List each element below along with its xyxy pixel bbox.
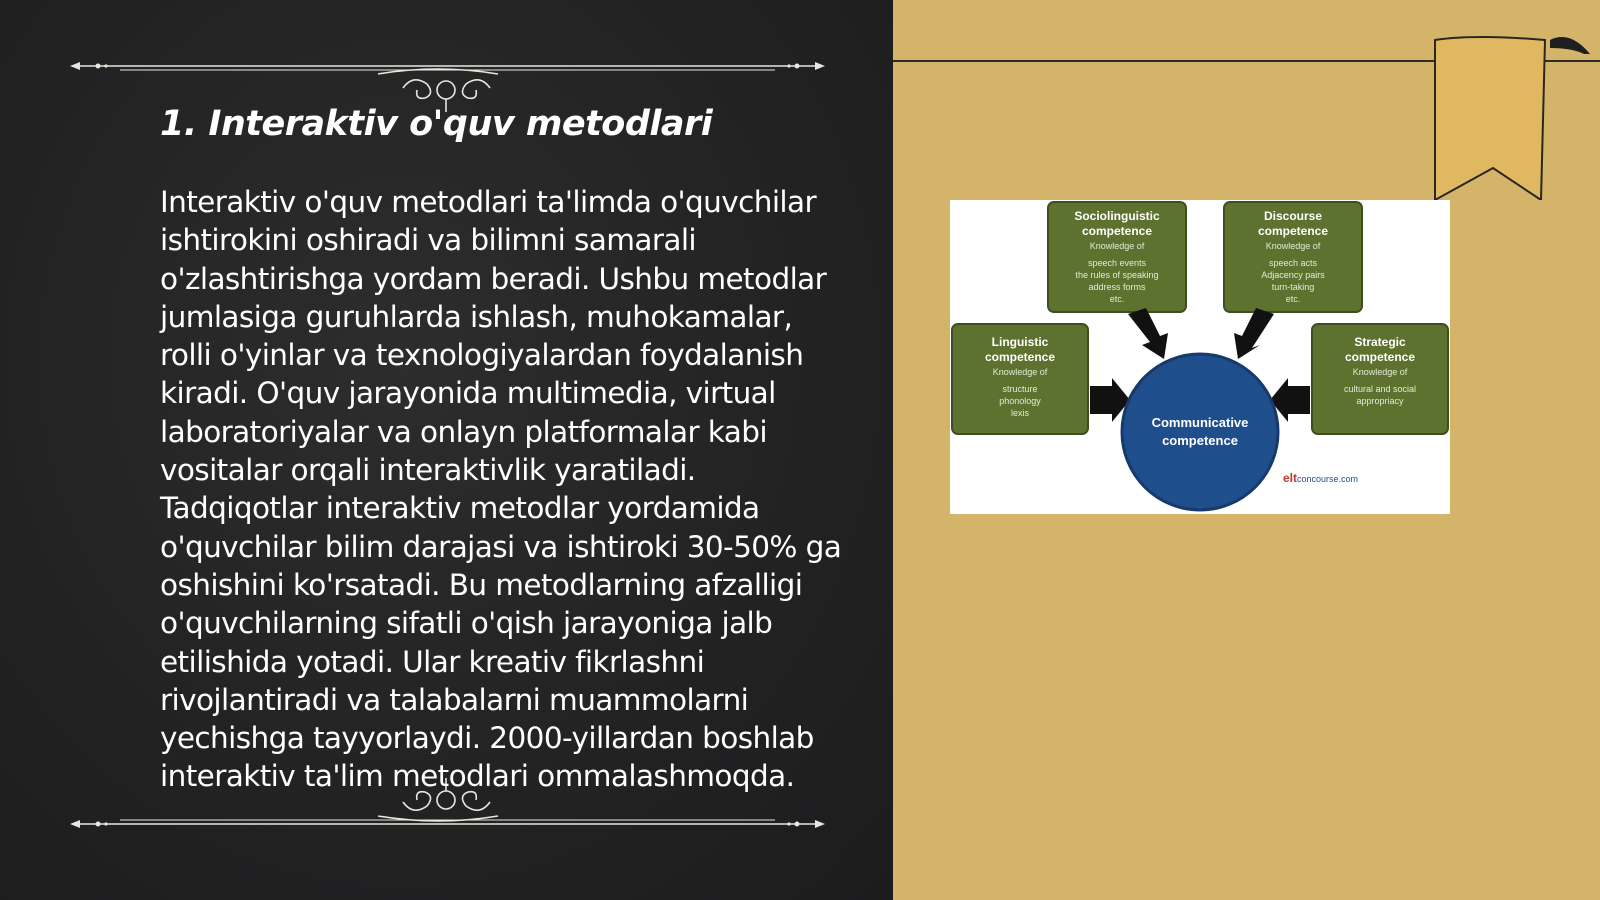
box-title-2: competence [1081,224,1153,238]
box-title: Linguistic [991,335,1049,349]
box-line: cultural and social [1343,384,1417,394]
box-line: speech acts [1268,258,1318,268]
box-sub: Knowledge of [1352,367,1408,377]
box-line: structure [1002,384,1038,394]
slide-body-text: Interaktiv o'quv metodlari ta'limda o'quvchilar ishtirokini oshiradi va bilimni samarali o'zlashtirishga yordam beradi. Ushbu metodlar jumlasiga guruhlarda ishlash, muhokamalar, rolli o'yinlar va texnologiyalardan foydalanish kiradi. O'quv jarayonida multimedia, virtual laboratoriyalar va onlayn platformalar kabi vositalar orqali interaktivlik yaratiladi. Tadqiqotlar interaktiv metodlar yordamida o'quvchilar bilim darajasi va ishtiroki 30-50% ga oshishini ko'rsatadi. Bu metodlarning afzalligi o'quvchilarning sifatli o'qish jarayoniga jalb etilishida yotadi. Ular kreativ fikrlashni rivojlantiradi va talabalarni muammolarni yechishga tayyorlaydi. 2000-yillardan boshlab interaktiv ta'lim metodlari ommalashmoqda. [160,185,842,794]
center-label-2: competence [1162,433,1238,448]
box-line: the rules of speaking [1075,270,1159,280]
box-title-2: competence [1257,224,1329,238]
box-line: etc. [1109,294,1125,304]
arrow-from-discourse [1234,308,1274,359]
bookmark-ribbon-icon [1430,30,1590,200]
top-flourish-center [437,81,455,99]
box-line: etc. [1285,294,1301,304]
box-title: Discourse [1263,209,1323,223]
box-line: phonology [999,396,1041,406]
top-flourish-right [462,80,490,99]
communicative-competence-diagram [950,200,1450,514]
box-linguistic [952,324,1088,434]
box-line: address forms [1088,282,1146,292]
brand-watermark: eltconcourse.com [1283,471,1359,485]
box-line: speech events [1087,258,1147,268]
center-circle [1122,354,1278,510]
top-flourish-left [403,80,431,99]
box-sub: Knowledge of [1265,241,1321,251]
box-line: lexis [1010,408,1030,418]
slide-title: 1. Interaktiv o'quv metodlari [160,104,713,144]
box-sub: Knowledge of [992,367,1048,377]
arrow-from-sociolinguistic [1128,308,1168,359]
box-sub: Knowledge of [1089,241,1145,251]
box-title: Strategic [1354,335,1406,349]
box-title-2: competence [1344,350,1416,364]
box-strategic [1312,324,1448,434]
box-line: turn-taking [1271,282,1315,292]
box-title-2: competence [984,350,1056,364]
box-line: Adjacency pairs [1261,270,1325,280]
box-title: Sociolinguistic [1074,209,1160,223]
box-sociolinguistic [1048,202,1186,312]
center-label-1: Communicative [1151,415,1249,430]
box-discourse [1224,202,1362,312]
box-line: appropriacy [1356,396,1404,406]
